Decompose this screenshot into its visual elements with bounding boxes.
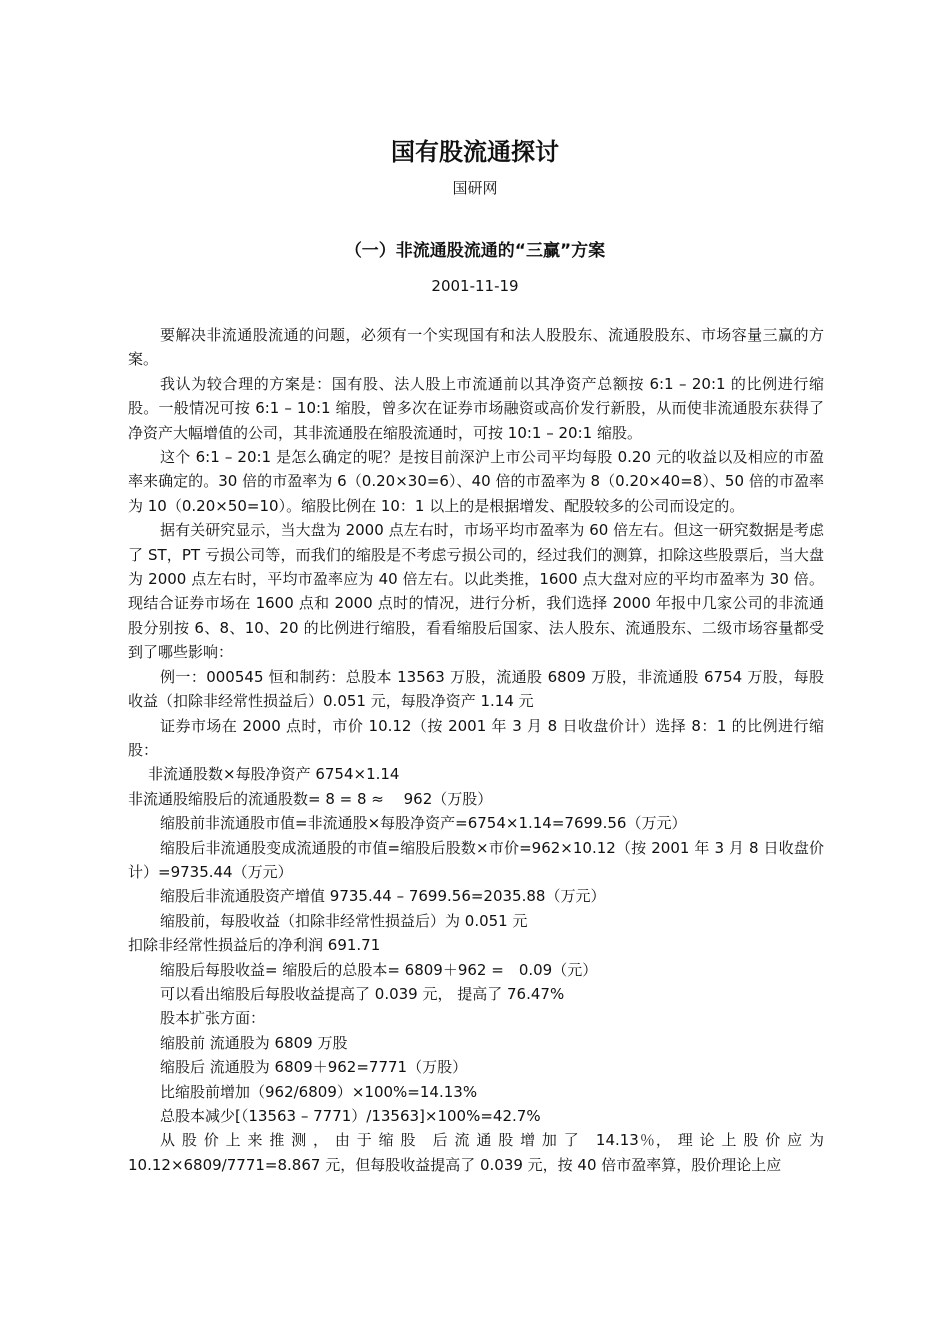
paragraph: 要解决非流通股流通的问题，必须有一个实现国有和法人股股东、流通股股东、市场容量三赢的方案。: [128, 326, 824, 369]
formula-line: 缩股后 流通股为 6809＋962=7771（万股）: [160, 1058, 468, 1077]
formula-line: 缩股前非流通股市值=非流通股×每股净资产=6754×1.14=7699.56（万元）: [160, 814, 687, 833]
paragraph: 我认为较合理的方案是：国有股、法人股上市流通前以其净资产总额按 6:1 – 20:1 的比例进行缩股。一般情况可按 6:1 – 10:1 缩股，曾多次在证券市场融资或高价发行新股，从而使非流通股东获得了净资产大幅增值的公司，其非流通股在缩股流通时，可按 10:1 – 20:1 缩股。: [128, 374, 824, 442]
formula-line: 非流通股缩股后的流通股数= 8 = 8 ≈ 962（万股）: [128, 789, 493, 808]
formula-line: 扣除非经常性损益后的净利润 691.71: [128, 936, 381, 955]
formula-line: 可以看出缩股后每股收益提高了 0.039 元， 提高了 76.47%: [160, 984, 565, 1003]
formula-line: 缩股前 流通股为 6809 万股: [160, 1033, 348, 1052]
formula-line: 缩股后每股收益= 缩股后的总股本= 6809＋962 = 0.09（元）: [160, 960, 598, 979]
formula-line: 比缩股前增加（962/6809）×100%=14.13%: [160, 1082, 478, 1101]
formula-line: 缩股后非流通股变成流通股的市值=缩股后股数×市价=962×10.12（按 2001 年 3 月 8 日收盘价计）=9735.44（万元）: [128, 838, 824, 881]
formula-line: 股本扩张方面：: [160, 1009, 266, 1028]
document-source: 国研网: [452, 179, 498, 197]
section-heading: （一）非流通股流通的“三赢”方案: [344, 241, 606, 261]
formula-line: 缩股前，每股收益（扣除非经常性损益后）为 0.051 元: [160, 911, 528, 930]
paragraph: 例一：000545 恒和制药：总股本 13563 万股，流通股 6809 万股，非流通股 6754 万股，每股收益（扣除非经常性损益后）0.051 元，每股净资产 1.14 元: [128, 667, 824, 711]
formula-line: 总股本减少[（13563 – 7771）/13563]×100%=42.7%: [160, 1107, 541, 1125]
paragraph: 从 股 价 上 来 推 测 ， 由 于 缩 股 后 流 通 股 增 加 了 14.13％， 理 论 上 股 价 应 为 10.12×6809/7771=8.867 元，但每股收益提高了 0.039 元，按 40 倍市盈率算，股价理论上应: [128, 1131, 824, 1174]
paragraph: 这个 6:1 – 20:1 是怎么确定的呢？是按目前深沪上市公司平均每股 0.20 元的收益以及相应的市盈率来确定的。30 倍的市盈率为 6（0.20×30=6）、40 倍的市盈率为 8（0.20×40=8）、50 倍的市盈率为 10（0.20×50=10）。缩股比例在 10：1 以上的是根据增发、配股较多的公司而设定的。: [128, 448, 824, 515]
document-date: 2001-11-19: [431, 277, 519, 295]
formula-line: 非流通股数×每股净资产 6754×1.14: [148, 765, 400, 784]
formula-line: 缩股后非流通股资产增值 9735.44 – 7699.56=2035.88（万元）: [160, 887, 606, 906]
document-title: 国有股流通探讨: [391, 138, 559, 166]
document-body: [128, 323, 824, 1177]
paragraph: 据有关研究显示，当大盘为 2000 点左右时，市场平均市盈率为 60 倍左右。但这一研究数据是考虑了 ST，PT 亏损公司等，而我们的缩股是不考虑亏损公司的，经过我们的测算，扣除这些股票后，当大盘为 2000 点左右时，平均市盈率应为 40 倍左右。以此类推，1600 点大盘对应的平均市盈率为 30 倍。现结合证券市场在 1600 点和 2000 点时的情况，进行分析，我们选择 2000 年报中几家公司的非流通股分别按 6、8、10、20 的比例进行缩股，看看缩股后国家、法人股东、流通股东、二级市场容量都受到了哪些影响：: [128, 521, 824, 662]
paragraph: 证券市场在 2000 点时，市价 10.12（按 2001 年 3 月 8 日收盘价计）选择 8：1 的比例进行缩股：: [128, 716, 824, 759]
